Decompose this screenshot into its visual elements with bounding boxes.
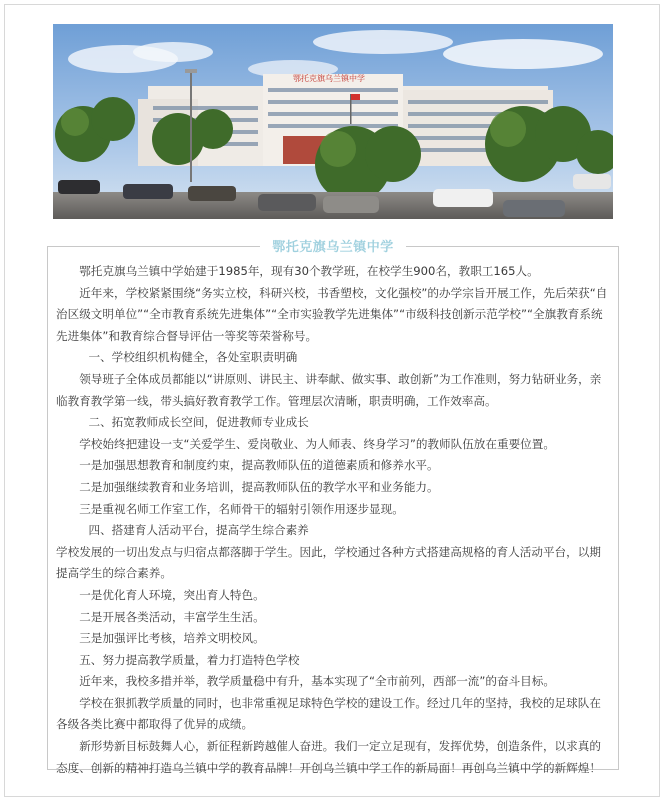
- list-item: 三是加强评比考核，培养文明校风。: [79, 631, 265, 646]
- paragraph: 近年来，学校紧紧围绕“务实立校，科研兴校，书香塑校，文化强校”的办学宗旨开展工作，先后荣获“自治区级文明单位”“全市教育系统先进集体”“全市实验教学先进集体”“市级科技创新示范学校”“全旗教育系统先进集体”和教育综合督导评估一等奖等荣誉称号。: [56, 285, 608, 343]
- list-item: 三是重视名师工作室工作，名师骨干的辐射引领作用逐步显现。: [79, 501, 404, 516]
- section-heading: 一、学校组织机构健全，各处室职责明确: [88, 350, 298, 365]
- list-item: 一是加强思想教育和制度约束，提高教师队伍的道德素质和修养水平。: [79, 458, 439, 473]
- section-heading: 五、努力提高教学质量，着力打造特色学校: [79, 652, 300, 667]
- paragraph: 领导班子全体成员都能以“讲原则、讲民主、讲奉献、做实事、敢创新”为工作准则，努力钻研业务，亲临教育教学第一线，带头搞好教育教学工作。管理层次清晰，职责明确，工作效率高。: [56, 371, 602, 408]
- paragraph: 鄂托克旗乌兰镇中学始建于1985年，现有30个教学班，在校学生900名，教职工165人。: [79, 264, 539, 278]
- paragraph: 新形势新目标鼓舞人心，新征程新跨越催人奋进。我们一定立足现有，发挥优势，创造条件，以求真的态度、创新的精神打造乌兰镇中学的教育品牌！开创乌兰镇中学工作的新局面！再创乌兰镇中学的新辉煌！: [56, 739, 601, 775]
- list-item: 一是优化育人环境，突出育人特色。: [79, 587, 265, 602]
- list-item: 二是加强继续教育和业务培训，提高教师队伍的教学水平和业务能力。: [79, 479, 439, 494]
- paragraph: 学校发展的一切出发点与归宿点都落脚于学生。因此，学校通过各种方式搭建高规格的育人活动平台，以期提高学生的综合素养。: [56, 544, 601, 581]
- building-sign: 鄂托克旗乌兰镇中学: [293, 74, 365, 83]
- paragraph: 学校在狠抓教学质量的同时，也非常重视足球特色学校的建设工作。经过几年的坚持，我校的足球队在各级各类比赛中都取得了优异的成绩。: [56, 695, 601, 732]
- section-heading: 四、搭建育人活动平台，提高学生综合素养: [88, 523, 309, 538]
- intro-card: [47, 240, 619, 775]
- paragraph: 近年来，我校多措并举，教学质量稳中有升，基本实现了“全市前列，西部一流”的奋斗目标。: [79, 674, 555, 689]
- card-title: 鄂托克旗乌兰镇中学: [260, 239, 406, 257]
- school-photo: [53, 24, 613, 219]
- list-item: 二是开展各类活动，丰富学生生活。: [79, 609, 265, 624]
- paragraph: 学校始终把建设一支“关爱学生、爱岗敬业、为人师表、终身学习”的教师队伍放在重要位置。: [79, 436, 555, 451]
- intro-body: [56, 261, 612, 779]
- section-heading: 二、拓宽教师成长空间，促进教师专业成长: [88, 415, 309, 430]
